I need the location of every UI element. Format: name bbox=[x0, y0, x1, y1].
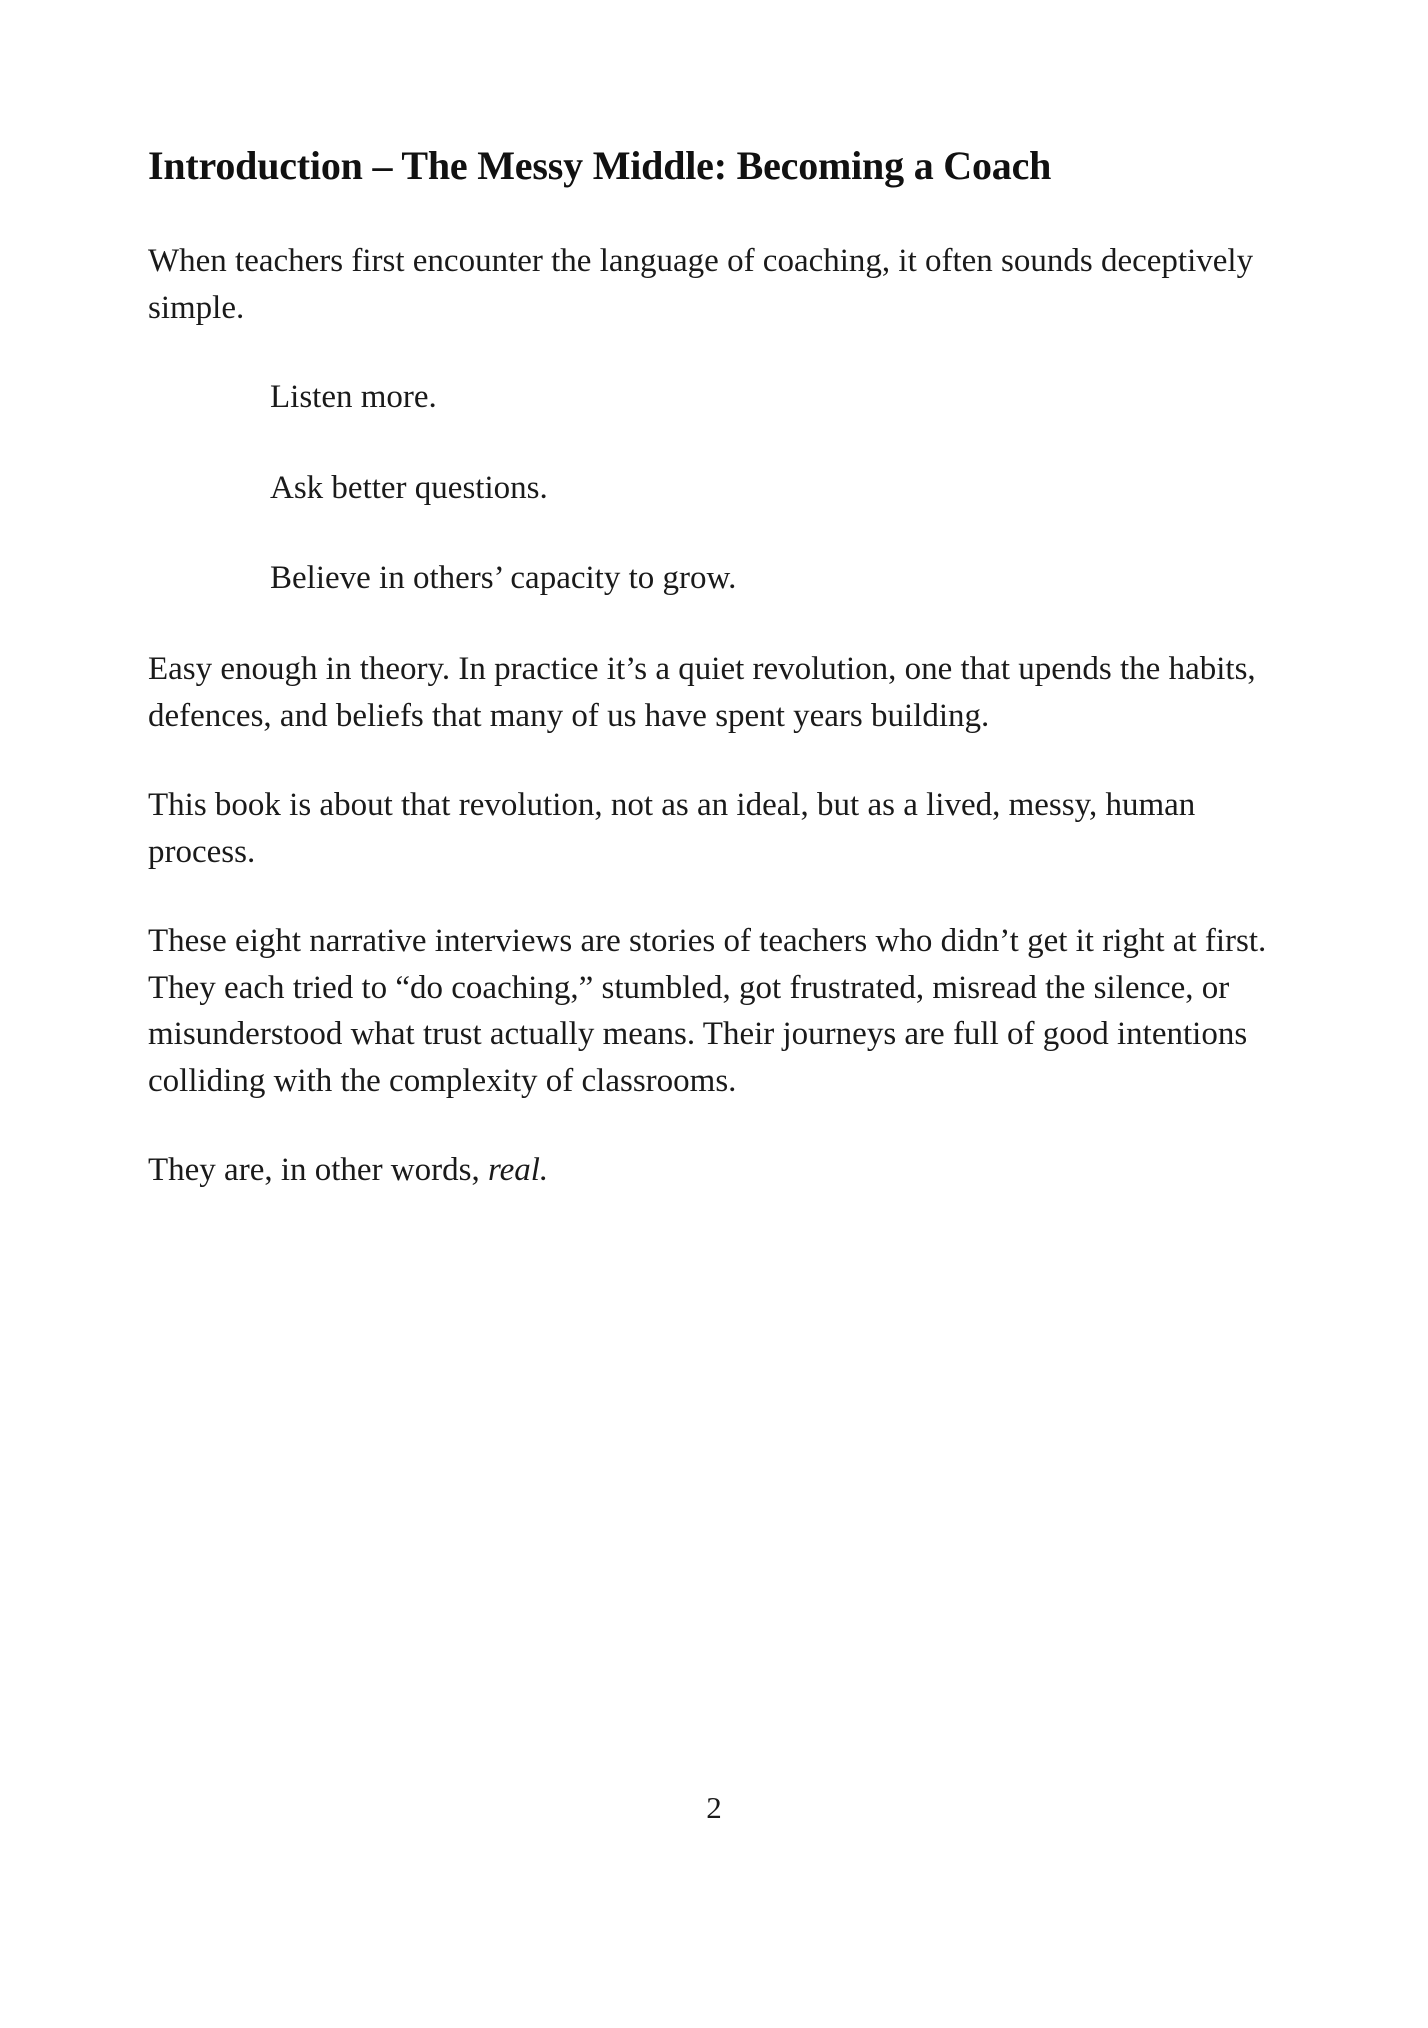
page-number: 2 bbox=[706, 1790, 722, 1825]
paragraph-intro: When teachers first encounter the language of coaching, it often sounds deceptively simple. bbox=[148, 243, 1254, 326]
document-body bbox=[148, 140, 1280, 1236]
closing-emphasis: real. bbox=[487, 1152, 549, 1189]
paragraph-ask-better-questions: Ask better questions. bbox=[270, 469, 548, 506]
paragraph-eight-interviews: These eight narrative interviews are stories of teachers who didn’t get it right at first. They each tried to “do coaching,” stumbled, got frustrated, misread the silence, or misunderstood what trust actually means. Their journeys are full of good intentions colliding with the complexity of classrooms. bbox=[148, 922, 1267, 1100]
page-title: Introduction – The Messy Middle: Becoming a Coach bbox=[148, 143, 1052, 188]
paragraph-listen-more: Listen more. bbox=[270, 378, 437, 415]
paragraph-this-book: This book is about that revolution, not as an ideal, but as a lived, messy, human process. bbox=[148, 787, 1196, 870]
paragraph-believe-in-others: Believe in others’ capacity to grow. bbox=[270, 560, 737, 597]
paragraph-closing bbox=[148, 1147, 1280, 1194]
closing-text: They are, in other words, bbox=[148, 1152, 488, 1189]
paragraph-easy-enough: Easy enough in theory. In practice it’s a quiet revolution, one that upends the habits, defences, and beliefs that many of us have spent years building. bbox=[148, 651, 1256, 735]
